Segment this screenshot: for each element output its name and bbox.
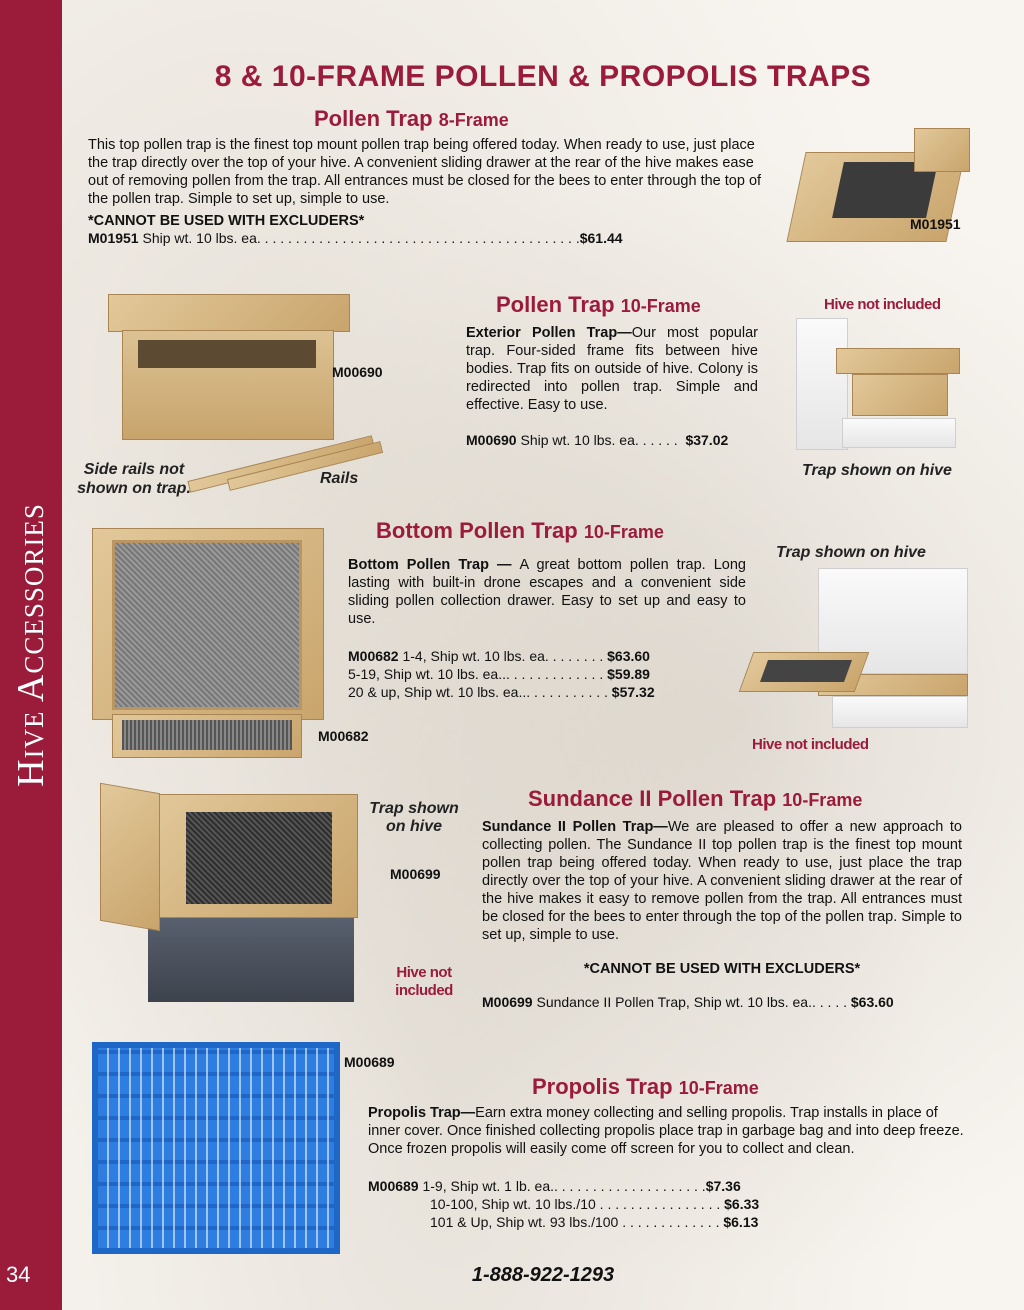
pollen10-heading-main: Pollen Trap	[496, 292, 615, 317]
drawer-screen-image	[122, 720, 292, 750]
pollen8-heading-main: Pollen Trap	[314, 106, 433, 131]
hive-body-image	[148, 912, 354, 1002]
hive-stand-image	[832, 696, 968, 728]
trap-slot-image	[138, 340, 316, 368]
pollen10-body: Our most popular trap. Four-sided frame fits between hive bodies. Trap fits on outside of hive. Colony is redirected into pollen trap. Simple and effective. Easy to use.	[466, 325, 758, 413]
hive-body-image	[796, 318, 848, 450]
pollen10-heading	[496, 292, 701, 318]
pollen10-product-image	[108, 294, 350, 444]
sundance-description	[482, 818, 962, 944]
pollen10-hive-image	[796, 318, 964, 450]
sundance-ship: Sundance II Pollen Trap, Ship wt. 10 lbs. ea.. . . . .	[532, 994, 847, 1010]
pollen10-heading-sub: 10-Frame	[620, 296, 701, 316]
pollen10-rails-caption: Rails	[320, 470, 359, 487]
page-title: 8 & 10-FRAME POLLEN & PROPOLIS TRAPS	[214, 60, 872, 93]
page-number: 34	[6, 1262, 31, 1287]
sundance-hive-caption	[366, 800, 462, 836]
pollen10-description	[466, 324, 758, 414]
pollen8-price: $61.44	[579, 230, 623, 246]
pollen8-description: This top pollen trap is the finest top mount pollen trap being offered today. When ready to use, just place the trap directly over the top of your hive. A convenient sliding drawer at the rear of the hive makes ease out of removing pollen from the trap. All entrances must be closed for the bees to enter through the top of the pollen trap. Simple to set up, simple to use.	[88, 137, 762, 207]
pollen8-code: M01951	[88, 230, 139, 246]
propolis-heading-sub: 10-Frame	[678, 1078, 759, 1098]
bottom10-tier-price: $63.60	[607, 648, 650, 664]
hive-bottom-image	[842, 418, 956, 448]
pollen8-warning: *CANNOT BE USED WITH EXCLUDERS*	[88, 213, 365, 229]
trap-front-image	[852, 374, 948, 416]
bottom10-product-image	[92, 528, 324, 764]
sundance-product-image	[100, 788, 358, 1002]
trap-top-image	[836, 348, 960, 374]
trap-screen-image	[186, 812, 332, 904]
sundance-code: M00699	[482, 994, 533, 1010]
sundance-hive-caption-line1: Trap shown	[369, 800, 459, 817]
propolis-lead: Propolis Trap—	[368, 1105, 476, 1121]
bottom10-tier-price: $59.89	[607, 666, 650, 682]
pollen10-hive-not-included: Hive not included	[824, 296, 941, 313]
propolis-price-row	[368, 1178, 741, 1194]
propolis-price-row	[430, 1214, 758, 1230]
bottom10-hive-caption: Trap shown on hive	[776, 544, 926, 561]
bottom10-tier-text: 20 & up, Ship wt. 10 lbs. ea... . . . . . . . . . .	[348, 684, 608, 700]
drawer-screen-image	[760, 660, 852, 682]
pollen10-image-label: M00690	[332, 364, 383, 380]
bottom10-tier-text: 5-19, Ship wt. 10 lbs. ea... . . . . . . . . . . . .	[348, 666, 604, 682]
bottom10-heading	[376, 518, 664, 544]
sundance-image-label: M00699	[390, 866, 441, 882]
bottom10-description	[348, 556, 746, 628]
footer-phone: 1-888-922-1293	[471, 1264, 615, 1286]
trap-drawer-image	[100, 783, 160, 932]
bottom10-heading-sub: 10-Frame	[583, 522, 664, 542]
pollen10-side-rails-caption: Side rails not shown on trap.	[77, 461, 191, 497]
propolis-image-label: M00689	[344, 1054, 395, 1070]
pollen10-lead: Exterior Pollen Trap—	[466, 325, 632, 341]
pollen10-code: M00690	[466, 432, 517, 448]
bottom10-price-row	[348, 666, 650, 682]
propolis-tier-text: 1-9, Ship wt. 1 lb. ea.. . . . . . . . . . . . . . . . . . . .	[418, 1178, 706, 1194]
bottom10-code: M00682	[348, 648, 399, 664]
bottom10-price-row	[348, 648, 650, 664]
sundance-price-line	[482, 994, 894, 1010]
pollen8-price-line	[88, 230, 623, 246]
sundance-hive-not-line2: included	[395, 982, 453, 999]
propolis-heading-main: Propolis Trap	[532, 1074, 673, 1099]
sundance-heading-main: Sundance II Pollen Trap	[528, 786, 777, 811]
propolis-code: M00689	[368, 1178, 419, 1194]
sundance-lead: Sundance II Pollen Trap—	[482, 819, 668, 835]
propolis-tier-text: 10-100, Ship wt. 10 lbs./10 . . . . . . . . . . . . . . . .	[430, 1196, 721, 1212]
propolis-tier-price: $7.36	[705, 1178, 741, 1194]
propolis-heading	[532, 1074, 759, 1100]
pollen8-heading-sub: 8-Frame	[438, 110, 509, 130]
propolis-price-row	[430, 1196, 759, 1212]
sundance-warning: *CANNOT BE USED WITH EXCLUDERS*	[583, 961, 861, 977]
bottom10-body: A great bottom pollen trap. Long lasting with built-in drone escapes and a convenient side sliding pollen collection drawer. Easy to set up and easy to use.	[348, 557, 746, 627]
bottom10-hive-image	[746, 568, 970, 730]
bottom10-price-row	[348, 684, 655, 700]
pollen8-heading	[314, 106, 509, 132]
sundance-price: $63.60	[850, 994, 894, 1010]
sidebar	[0, 0, 62, 1310]
trap-top-board-image	[108, 294, 350, 332]
sundance-heading	[528, 786, 862, 812]
propolis-product-image	[92, 1042, 340, 1254]
sundance-heading-sub: 10-Frame	[782, 790, 863, 810]
propolis-tier-price: $6.13	[723, 1214, 759, 1230]
sundance-hive-not-line1: Hive not	[396, 964, 452, 981]
bottom10-tier-price: $57.32	[611, 684, 655, 700]
bottom10-hive-not-included: Hive not included	[752, 736, 869, 753]
propolis-description	[368, 1104, 964, 1158]
trap-mesh-image	[112, 540, 302, 710]
bottom10-image-label: M00682	[318, 728, 369, 744]
bottom10-lead: Bottom Pollen Trap —	[348, 557, 520, 573]
trap-drawer-image	[914, 128, 970, 172]
sundance-hive-caption-line2: on hive	[385, 818, 442, 835]
pollen8-ship: Ship wt. 10 lbs. ea. . . . . . . . . . . . . . . . . . . . . . . . . . . . . . . . . . . . . . . . . .	[138, 230, 580, 246]
pollen10-price-line	[466, 432, 728, 448]
sundance-hive-not-included	[392, 964, 456, 1000]
propolis-body: Earn extra money collecting and selling propolis. Trap installs in place of inner cover. Once finished collecting propolis place trap in garbage bag and into deep freeze. Once frozen propolis will easily come off screen for you to collect and clean.	[368, 1105, 964, 1157]
pollen10-ship: Ship wt. 10 lbs. ea. . . . . .	[516, 432, 678, 448]
pollen10-hive-caption: Trap shown on hive	[802, 462, 952, 479]
propolis-tier-price: $6.33	[724, 1196, 760, 1212]
pollen8-image-label: M01951	[910, 216, 961, 232]
bottom10-tier-text: 1-4, Ship wt. 10 lbs. ea. . . . . . . .	[398, 648, 604, 664]
sidebar-section-title: Hive Accessories	[10, 503, 52, 787]
pollen10-price: $37.02	[685, 432, 729, 448]
bottom10-heading-main: Bottom Pollen Trap	[376, 518, 578, 543]
sundance-body: We are pleased to offer a new approach to collecting pollen. The Sundance II top pollen trap is the finest top mount pollen trap being offered today. When ready to use, just place the trap directly over the top of your hive. A convenient sliding drawer at the rear of the hive makes it easy to remove pollen from the trap. All entrances must be closed for the bees to enter through the top of the pollen trap. Simple to set up, simple to use.	[482, 819, 962, 943]
propolis-tier-text: 101 & Up, Ship wt. 93 lbs./100 . . . . . . . . . . . . .	[430, 1214, 720, 1230]
